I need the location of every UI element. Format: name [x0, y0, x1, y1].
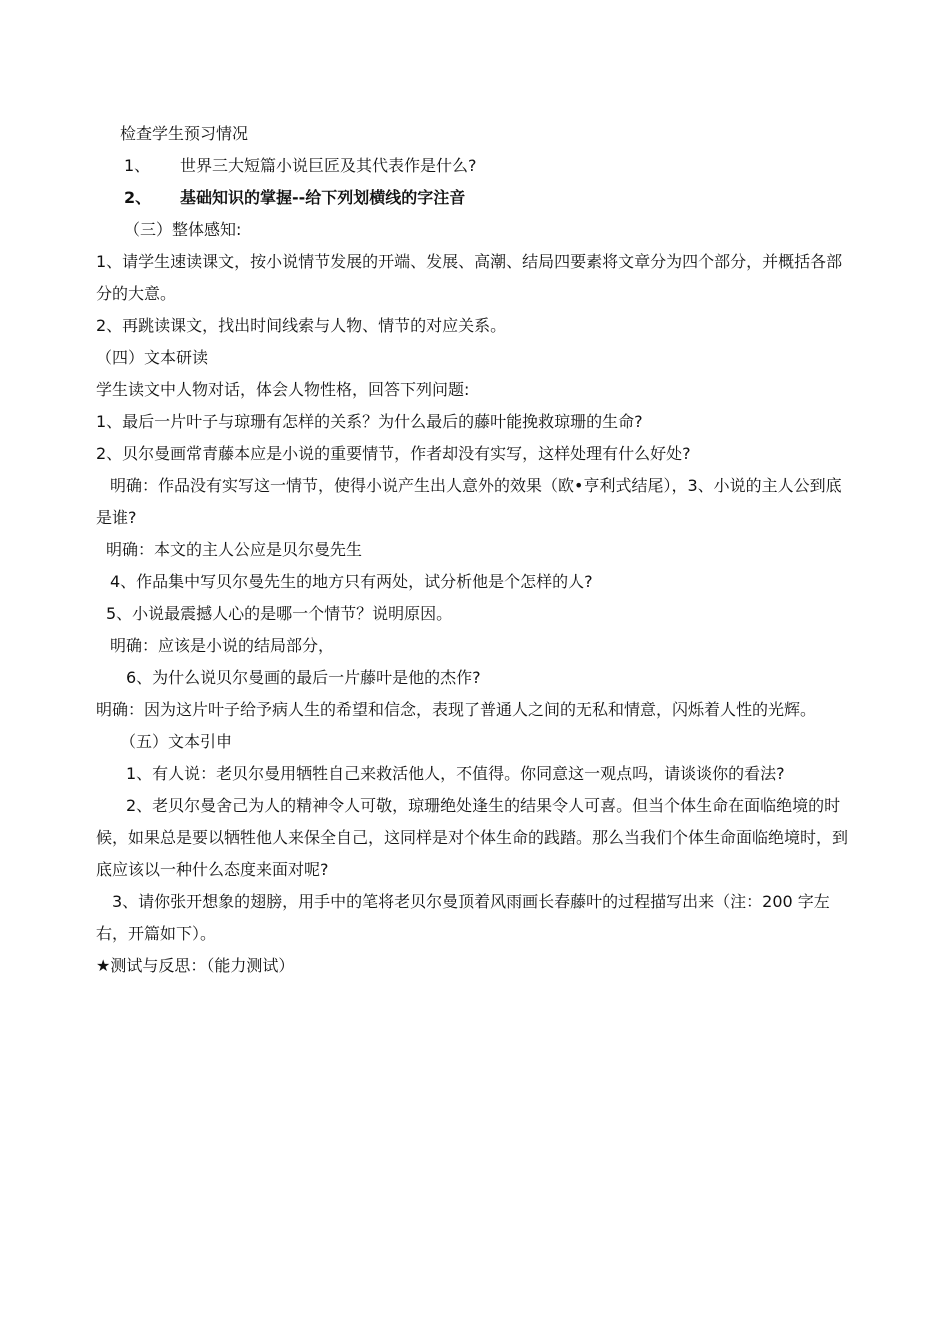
section-4-heading: （四）文本研读 — [96, 348, 209, 367]
question-2-number: 2、 — [124, 188, 152, 207]
section-3-item-1: 1、请学生速读课文，按小说情节发展的开端、发展、高潮、结局四要素将文章分为四个部分，并概括各部分的大意。 — [96, 252, 843, 303]
preview-check-heading: 检查学生预习情况 — [120, 124, 249, 143]
section-5-heading: （五）文本引申 — [120, 732, 233, 751]
section-3-item-2: 2、再跳读课文，找出时间线索与人物、情节的对应关系。 — [96, 316, 507, 335]
section-5-item-1: 1、有人说：老贝尔曼用牺牲自己来救活他人，不值得。你同意这一观点吗，请谈谈你的看法? — [126, 764, 785, 783]
question-2-line — [124, 188, 884, 208]
section-4-answer-6: 明确：因为这片叶子给予病人生的希望和信念，表现了普通人之间的无私和情意，闪烁着人性的光辉。 — [96, 700, 817, 719]
section-4-answer-3: 明确：本文的主人公应是贝尔曼先生 — [106, 540, 363, 559]
section-4-intro: 学生读文中人物对话，体会人物性格，回答下列问题: — [96, 380, 470, 399]
section-5-item-2: 2、老贝尔曼舍己为人的精神令人可敬，琼珊绝处逢生的结果令人可喜。但当个体生命在面临绝境的时候，如果总是要以牺牲他人来保全自己，这同样是对个体生命的践踏。那么当我们个体生命面临绝境时，到底应该以一种什么态度来面对呢? — [96, 796, 849, 879]
section-4-question-1: 1、最后一片叶子与琼珊有怎样的关系？为什么最后的藤叶能挽救琼珊的生命? — [96, 412, 643, 431]
question-1-text: 世界三大短篇小说巨匠及其代表作是什么? — [180, 156, 477, 175]
question-1-number: 1、 — [124, 156, 151, 175]
section-4-question-5: 5、小说最震撼人心的是哪一个情节？说明原因。 — [106, 604, 453, 623]
section-3-heading: （三）整体感知: — [124, 220, 242, 239]
test-reflection-heading: ★测试与反思：（能力测试） — [96, 956, 295, 975]
section-4-question-2: 2、贝尔曼画常青藤本应是小说的重要情节，作者却没有实写，这样处理有什么好处? — [96, 444, 691, 463]
section-4-answer-5: 明确：应该是小说的结局部分， — [110, 636, 335, 655]
section-4-answer-2: 明确：作品没有实写这一情节，使得小说产生出人意外的效果（欧•亨利式结尾），3、小说的主人公到底是谁? — [96, 476, 842, 527]
section-5-item-3: 3、请你张开想象的翅膀，用手中的笔将老贝尔曼顶着风雨画长春藤叶的过程描写出来（注：200 字左右，开篇如下）。 — [96, 892, 830, 943]
question-2-text: 基础知识的掌握--给下列划横线的字注音 — [180, 188, 466, 207]
question-1-line — [124, 156, 884, 176]
section-4-question-6: 6、为什么说贝尔曼画的最后一片藤叶是他的杰作? — [126, 668, 481, 687]
section-4-question-4: 4、作品集中写贝尔曼先生的地方只有两处，试分析他是个怎样的人? — [110, 572, 593, 591]
